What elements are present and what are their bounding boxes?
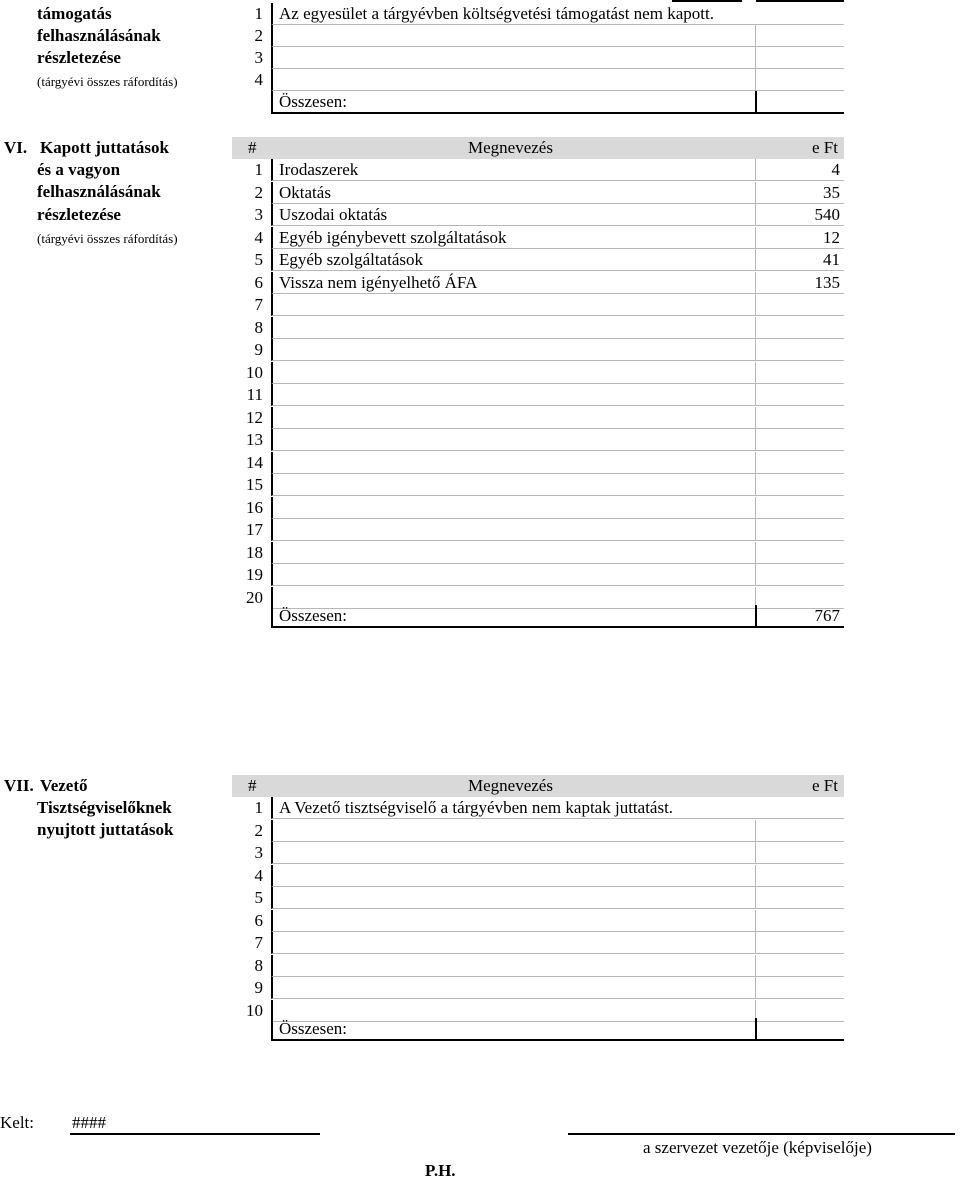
- column-divider: [755, 474, 756, 495]
- section-v-row-3-num: 3: [254, 48, 263, 67]
- section-v-row-1-desc: Az egyesület a tárgyévben költségvetési támogatást nem kapott.: [279, 4, 714, 23]
- section-vi-total-value: 767: [814, 606, 840, 625]
- section-v-row-2-num: 2: [254, 26, 263, 45]
- column-divider: [755, 159, 756, 180]
- date-label: Kelt:: [0, 1113, 34, 1132]
- section-vi-row-num: 10: [246, 362, 263, 382]
- section-vii-row-num: 3: [254, 843, 263, 862]
- table-row: [271, 497, 844, 519]
- column-divider: [755, 910, 756, 931]
- section-vi-number: VI.: [4, 138, 28, 157]
- column-divider: [755, 977, 756, 998]
- section-v-top-line-right: [756, 0, 844, 2]
- table-row: [271, 452, 844, 474]
- row-description: Egyéb szolgáltatások: [279, 250, 423, 269]
- header-name: Megnevezés: [468, 776, 553, 795]
- column-divider: [755, 605, 757, 626]
- section-vii-total-label: Összesen:: [279, 1019, 347, 1038]
- column-divider: [755, 384, 756, 405]
- table-row: [271, 842, 844, 864]
- section-v-row-4: [271, 69, 844, 91]
- stamp-label: P.H.: [425, 1161, 456, 1180]
- section-vii-title-3: nyujtott juttatások: [37, 820, 174, 839]
- section-vi-row-num: 8: [254, 317, 263, 337]
- column-divider: [755, 842, 756, 863]
- column-divider: [755, 47, 756, 68]
- section-vii-table-header: [232, 775, 844, 797]
- section-vii-title-1: Vezető: [40, 776, 88, 795]
- column-divider: [755, 272, 756, 293]
- table-row: [271, 204, 844, 226]
- table-row: [271, 542, 844, 564]
- section-vi-row-num: 15: [246, 475, 263, 494]
- date-underline: [70, 1133, 320, 1135]
- column-divider: [755, 820, 756, 841]
- section-vi-row-num: 11: [246, 385, 263, 404]
- table-row: [271, 317, 844, 339]
- table-row: [271, 474, 844, 496]
- section-vi-row-num: 17: [246, 520, 263, 539]
- column-divider: [755, 955, 756, 976]
- section-v-top-line-mid: [672, 0, 742, 2]
- column-divider: [755, 91, 757, 112]
- column-divider: [755, 182, 756, 203]
- section-vi-row-num: 5: [254, 250, 263, 269]
- section-vi-row-num: 7: [254, 295, 263, 314]
- column-divider: [755, 1018, 757, 1039]
- row-value: 35: [823, 182, 840, 202]
- column-divider: [755, 25, 756, 46]
- section-vi-row-num: 1: [254, 160, 263, 179]
- column-divider: [755, 317, 756, 338]
- header-number: #: [248, 138, 257, 157]
- section-vi-row-num: 14: [246, 452, 263, 472]
- column-divider: [755, 932, 756, 953]
- column-divider: [755, 429, 756, 450]
- table-row: [271, 362, 844, 384]
- column-divider: [755, 407, 756, 428]
- header-name: Megnevezés: [468, 138, 553, 157]
- row-description: Uszodai oktatás: [279, 205, 388, 224]
- section-vii-total-row: [271, 1018, 844, 1041]
- row-description: Irodaszerek: [279, 160, 359, 179]
- row-description: Oktatás: [279, 182, 331, 202]
- header-number: #: [248, 776, 257, 795]
- table-row: [271, 429, 844, 451]
- section-vi-row-num: 19: [246, 565, 263, 584]
- section-vi-row-num: 4: [254, 227, 263, 247]
- section-vii-number: VII.: [4, 776, 34, 795]
- section-vii-row-num: 7: [254, 933, 263, 952]
- section-vii-row-num: 5: [254, 888, 263, 907]
- section-vi-row-num: 3: [254, 205, 263, 224]
- column-divider: [755, 362, 756, 383]
- section-vii-row-num: 6: [254, 910, 263, 930]
- table-row: [271, 159, 844, 181]
- section-vi-row-num: 20: [246, 587, 263, 607]
- section-vi-table-header: [232, 137, 844, 159]
- section-vii-row-num: 9: [254, 978, 263, 997]
- row-value: 135: [814, 272, 840, 292]
- section-vi-row-num: 12: [246, 407, 263, 427]
- section-v-title-1: támogatás: [37, 4, 112, 23]
- section-vi-row-num: 6: [254, 272, 263, 292]
- section-vii-row-num: 10: [246, 1000, 263, 1020]
- table-row: [271, 820, 844, 842]
- section-vi-row-num: 16: [246, 497, 263, 517]
- section-v-title-3: részletezése: [37, 48, 121, 67]
- column-divider: [755, 887, 756, 908]
- section-v-row-1: [271, 3, 844, 25]
- section-v-title-2: felhasználásának: [37, 26, 161, 45]
- column-divider: [755, 204, 756, 225]
- table-row: [271, 272, 844, 294]
- table-row: [271, 797, 844, 819]
- section-v-row-1-num: 1: [254, 4, 263, 23]
- header-unit: e Ft: [812, 138, 838, 157]
- column-divider: [755, 249, 756, 270]
- table-row: [271, 564, 844, 586]
- row-value: 540: [814, 205, 840, 224]
- section-vi-row-num: 13: [246, 430, 263, 449]
- row-value: 12: [823, 227, 840, 247]
- section-vi-title-3: felhasználásának: [37, 182, 161, 201]
- table-row: [271, 910, 844, 932]
- table-row: [271, 227, 844, 249]
- section-vi-row-num: 18: [246, 542, 263, 562]
- section-vi-note: (tárgyévi összes ráfordítás): [37, 231, 178, 246]
- section-vi-total-label: Összesen:: [279, 606, 347, 625]
- table-row: [271, 955, 844, 977]
- column-divider: [755, 542, 756, 563]
- header-unit: e Ft: [812, 776, 838, 795]
- section-vi-title-4: részletezése: [37, 205, 121, 224]
- section-vi-total-row: [271, 605, 844, 628]
- column-divider: [755, 452, 756, 473]
- column-divider: [755, 564, 756, 585]
- column-divider: [755, 497, 756, 518]
- section-vi-row-num: 2: [254, 182, 263, 202]
- section-v-row-4-num: 4: [254, 70, 263, 89]
- section-vii-row-num: 4: [254, 865, 263, 885]
- table-row: [271, 294, 844, 316]
- table-row: [271, 182, 844, 204]
- row-value: 41: [823, 250, 840, 269]
- section-v-total-label: Összesen:: [279, 92, 347, 111]
- table-row: [271, 519, 844, 541]
- table-row: [271, 932, 844, 954]
- date-value: ####: [72, 1113, 106, 1132]
- table-row: [271, 407, 844, 429]
- row-description: A Vezető tisztségviselő a tárgyévben nem kaptak juttatást.: [279, 798, 674, 817]
- column-divider: [755, 339, 756, 360]
- section-v-row-2: [271, 25, 844, 47]
- signature-line: [568, 1133, 955, 1135]
- table-row: [271, 249, 844, 271]
- section-vii-row-num: 2: [254, 820, 263, 840]
- section-v-note: (tárgyévi összes ráfordítás): [37, 74, 178, 89]
- section-vii-row-num: 8: [254, 955, 263, 975]
- section-vii-title-2: Tisztségviselőknek: [37, 798, 172, 817]
- signature-label: a szervezet vezetője (képviselője): [643, 1138, 872, 1157]
- column-divider: [755, 294, 756, 315]
- section-v-total-row: [271, 91, 844, 114]
- row-description: Vissza nem igényelhető ÁFA: [279, 272, 478, 292]
- table-row: [271, 339, 844, 361]
- section-vii-row-num: 1: [254, 798, 263, 817]
- row-description: Egyéb igénybevett szolgáltatások: [279, 227, 507, 247]
- row-value: 4: [831, 160, 840, 179]
- section-v-row-3: [271, 47, 844, 69]
- column-divider: [755, 519, 756, 540]
- column-divider: [755, 227, 756, 248]
- section-vi-title-1: Kapott juttatások: [40, 138, 169, 157]
- section-vi-row-num: 9: [254, 340, 263, 359]
- table-row: [271, 865, 844, 887]
- column-divider: [755, 865, 756, 886]
- column-divider: [755, 69, 756, 90]
- section-vi-title-2: és a vagyon: [37, 160, 121, 179]
- table-row: [271, 977, 844, 999]
- table-row: [271, 887, 844, 909]
- table-row: [271, 384, 844, 406]
